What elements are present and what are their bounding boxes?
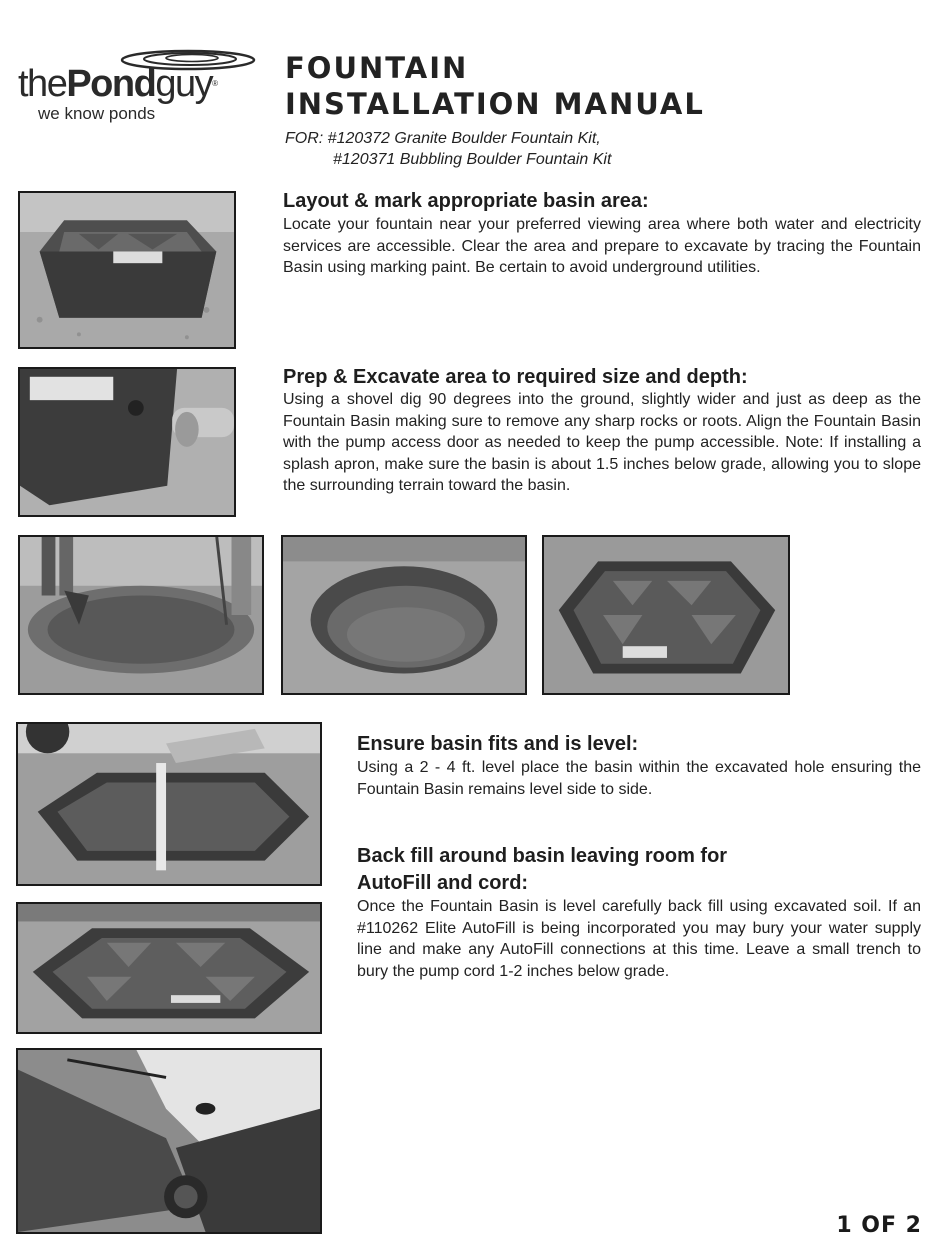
- brand-name-suffix: guy: [155, 63, 213, 105]
- product-list: [285, 128, 611, 170]
- section-body-excavate: Using a shovel dig 90 degrees into the ground, slightly wider and just as deep as the Fountain Basin making sure to remove any sharp rocks or roots. Align the Fountain Basin with the pump access door as needed to keep the pump accessible. Note: If installing a splash apron, make sure the basin is about 1.5 inches below grade, allowing you to slope the surrounding terrain toward the basin.: [283, 391, 921, 494]
- digging-photo: [18, 535, 264, 695]
- brand-name-prefix: the: [18, 63, 67, 105]
- basin-in-hole-photo: [542, 535, 790, 695]
- section-heading-backfill-line-2: AutoFill and cord:: [357, 872, 529, 894]
- brand-name-bold: Pond: [66, 63, 156, 105]
- section-body-backfill: Once the Fountain Basin is level carefully back fill using excavated soil. If an #110262 Elite AutoFill is being incorporated you may bury your water supply line and make any AutoFill connections at this time. Leave a small trench to bury the pump cord 1-2 inches below grade.: [357, 898, 921, 980]
- brand-logo: [18, 48, 268, 128]
- section-heading-excavate: Prep & Excavate area to required size and depth:: [283, 366, 748, 388]
- excavated-hole-photo: [281, 535, 527, 695]
- section-heading-backfill-line-1: Back fill around basin leaving room for: [357, 845, 728, 867]
- backfill-photo: [16, 902, 322, 1034]
- title-line-1: FOUNTAIN: [285, 51, 469, 85]
- page-number: 1 OF 2: [836, 1213, 922, 1238]
- basin-on-gravel-photo: [18, 191, 236, 349]
- title-line-2: INSTALLATION MANUAL: [285, 87, 705, 121]
- section-heading-layout: Layout & mark appropriate basin area:: [283, 190, 649, 212]
- section-heading-level: Ensure basin fits and is level:: [357, 733, 639, 755]
- section-heading-backfill: [357, 843, 727, 897]
- product-line-1: FOR: #120372 Granite Boulder Fountain Kit,: [285, 130, 601, 147]
- section-body-layout: Locate your fountain near your preferred viewing area where both water and electricity services are accessible. Clear the area and prepare to excavate by tracing the Fountain Basin using marking paint. Be certain to avoid underground utilities.: [283, 216, 921, 276]
- leveling-photo: [16, 722, 322, 886]
- product-line-2: #120371 Bubbling Boulder Fountain Kit: [333, 151, 612, 168]
- section-body-level: Using a 2 - 4 ft. level place the basin within the excavated hole ensuring the Fountain Basin remains level side to side.: [357, 759, 921, 798]
- brand-name: [18, 62, 217, 106]
- page-title: [285, 50, 705, 122]
- marking-paint-photo: [18, 367, 236, 517]
- brand-tagline: we know ponds: [38, 104, 156, 123]
- basin-closeup-photo: [16, 1048, 322, 1234]
- brand-trademark: ®: [212, 79, 217, 88]
